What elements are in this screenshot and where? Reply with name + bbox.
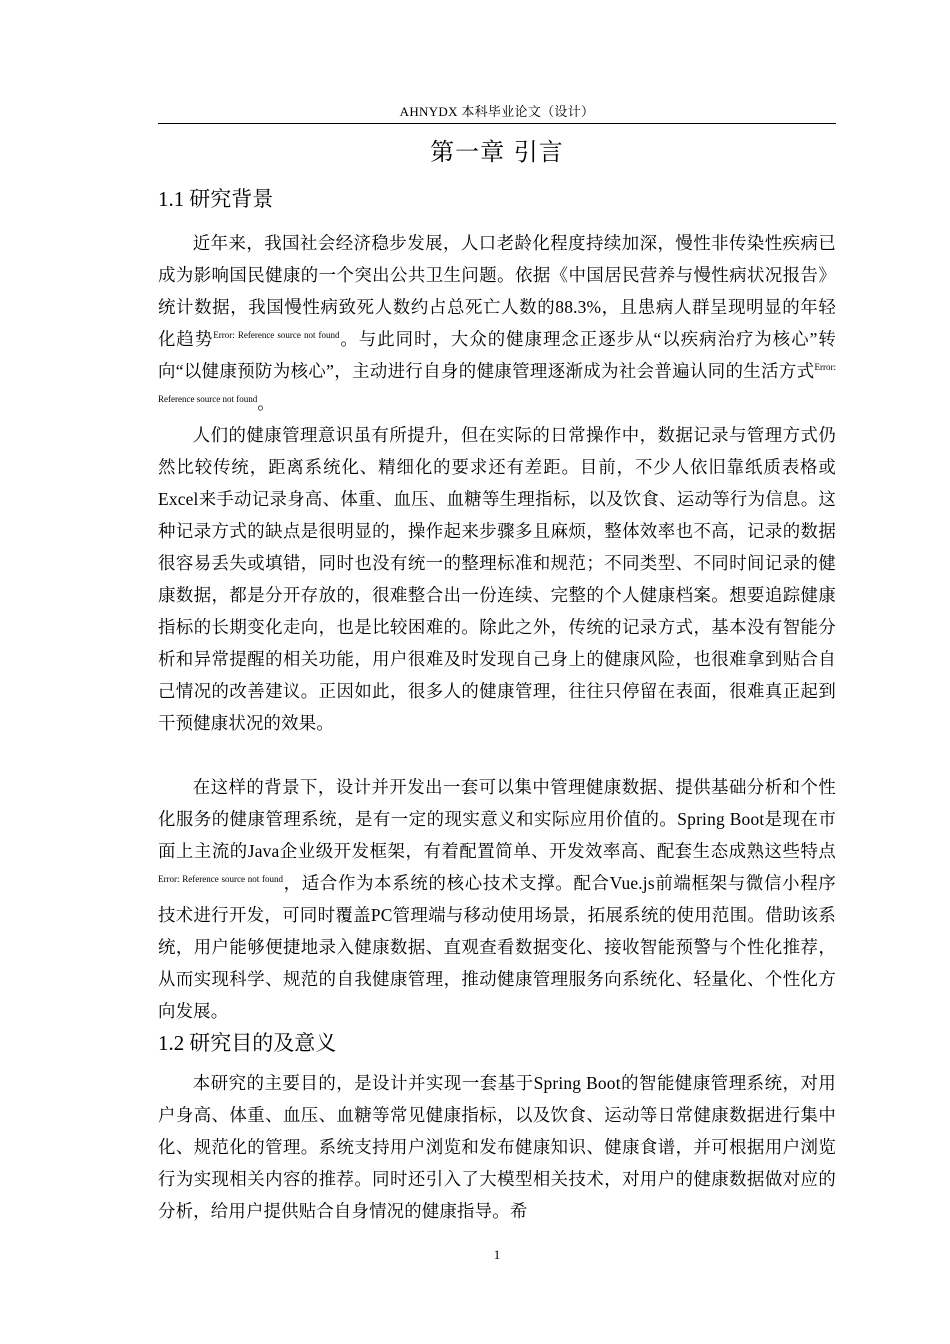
section-heading-1-2 (158, 1028, 336, 1058)
running-header: AHNYDX 本科毕业论文（设计） (399, 104, 595, 119)
section-title: 研究目的及意义 (189, 1031, 337, 1055)
reference-marker: Error: Reference source not found (158, 874, 284, 884)
body-paragraph: 人们的健康管理意识虽有所提升，但在实际的日常操作中，数据记录与管理方式仍然比较传统，距离系统化、精细化的要求还有差距。目前，不少人依旧靠纸质表格或Excel来手动记录身高、体重、血压、血糖等生理指标，以及饮食、运动等行为信息。这种记录方式的缺点是很明显的，操作起来步骤多且麻烦，整体效率也不高，记录的数据很容易丢失或填错，同时也没有统一的整理标准和规范；不同类型、不同时间记录的健康数据，都是分开存放的，很难整合出一份连续、完整的个人健康档案。想要追踪健康指标的长期变化走向，也是比较困难的。除此之外，传统的记录方式，基本没有智能分析和异常提醒的相关功能，用户很难及时发现自己身上的健康风险，也很难拿到贴合自己情况的改善建议。正因如此，很多人的健康管理，往往只停留在表面，很难真正起到干预健康状况的效果。 (158, 425, 836, 733)
body-paragraph (158, 227, 836, 419)
body-paragraph (158, 771, 836, 1027)
page-number: 1 (493, 1247, 501, 1262)
paragraph-text: 。 (257, 393, 275, 413)
section-heading-1-1 (158, 184, 273, 214)
reference-marker: Error: Reference source not found (213, 330, 340, 340)
reference-marker: Error: Reference source not found (158, 362, 836, 404)
chapter-title: 第一章 引言 (430, 138, 564, 166)
section-number: 1.2 (158, 1031, 185, 1055)
section-title: 研究背景 (189, 187, 274, 211)
paragraph-text: 在这样的背景下，设计并开发出一套可以集中管理健康数据、提供基础分析和个性化服务的健康管理系统，是有一定的现实意义和实际应用价值的。Spring Boot是现在市面上主流的Java企业级开发框架，有着配置简单、开发效率高、配套生态成熟这些特点 (158, 777, 836, 861)
paragraph-text: 。与此同时，大众的健康理念正逐步从“以疾病治疗为核心”转向“以健康预防为核心”，主动进行自身的健康管理逐渐成为社会普遍认同的生活方式 (158, 329, 836, 381)
paragraph-text: 近年来，我国社会经济稳步发展，人口老龄化程度持续加深，慢性非传染性疾病已成为影响国民健康的一个突出公共卫生问题。依据《中国居民营养与慢性病状况报告》统计数据，我国慢性病致死人数约占总死亡人数的88.3%，且患病人群呈现明显的年轻化趋势 (158, 233, 836, 349)
body-paragraph: 本研究的主要目的，是设计并实现一套基于Spring Boot的智能健康管理系统，对用户身高、体重、血压、血糖等常见健康指标，以及饮食、运动等日常健康数据进行集中化、规范化的管理。系统支持用户浏览和发布健康知识、健康食谱，并可根据用户浏览行为实现相关内容的推荐。同时还引入了大模型相关技术，对用户的健康数据做对应的分析，给用户提供贴合自身情况的健康指导。希 (158, 1073, 836, 1221)
paragraph-text: ，适合作为本系统的核心技术支撑。配合Vue.js前端框架与微信小程序技术进行开发，可同时覆盖PC管理端与移动使用场景，拓展系统的使用范围。借助该系统，用户能够便捷地录入健康数据、直观查看数据变化、接收智能预警与个性化推荐，从而实现科学、规范的自我健康管理，推动健康管理服务向系统化、轻量化、个性化方向发展。 (158, 873, 836, 1021)
section-number: 1.1 (158, 187, 185, 211)
header-rule (158, 123, 836, 124)
